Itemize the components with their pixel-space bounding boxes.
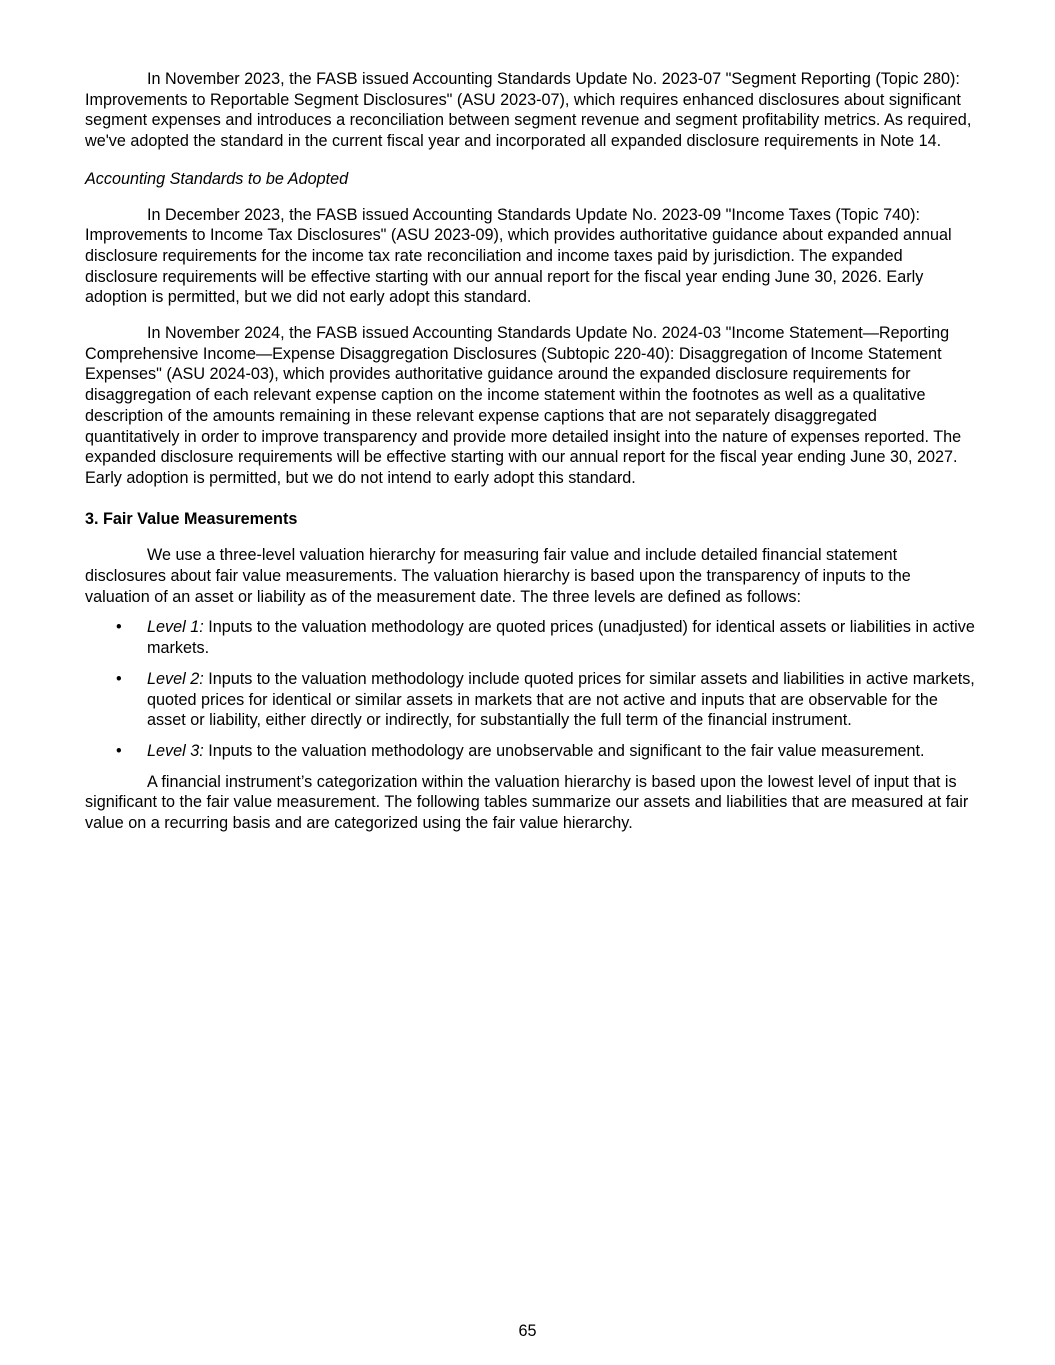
paragraph-categorization: A financial instrument’s categorization within the valuation hierarchy is based upon the lowest level of input that is significant to the fair value measurement. The following tables summarize our assets and liabilities that are measured at fair value on a recurring basis and are categorized using the fair value hierarchy. [85,772,969,833]
level-label: Level 3: [147,741,204,760]
subheading-standards-to-be-adopted: Accounting Standards to be Adopted [85,169,349,188]
bullet-icon: • [116,669,122,688]
page-number: 65 [518,1322,537,1340]
bullet-icon: • [116,741,122,760]
level-description: Inputs to the valuation methodology are quoted prices (unadjusted) for identical assets or liabilities in active markets. [147,618,975,658]
paragraph-valuation-hierarchy: We use a three-level valuation hierarchy for measuring fair value and include detailed financial statement disclosures about fair value measurements. The valuation hierarchy is based upon the transparency of inputs to the valuation of an asset or liability as of the measurement date. The three levels are defined as follows: [85,546,911,606]
level-label: Level 2: [147,669,204,688]
list-item-level-3 [85,741,975,762]
section-heading-fair-value: 3. Fair Value Measurements [85,509,298,528]
list-item-level-2 [85,669,975,731]
document-page [85,69,975,834]
paragraph-asu-2023-07: In November 2023, the FASB issued Accounting Standards Update No. 2023-07 "Segment Reporting (Topic 280): Improvements to Reportable Segment Disclosures" (ASU 2023-07), which requires enhanced disclosures about significant segment expenses and introduces a reconciliation between segment revenue and segment profitability metrics. As required, we've adopted the standard in the current fiscal year and incorporated all expanded disclosure requirements in Note 14. [85,70,972,151]
paragraph-asu-2023-09: In December 2023, the FASB issued Accounting Standards Update No. 2023-09 "Income Taxes (Topic 740): Improvements to Income Tax Disclosures" (ASU 2023-09), which provides authoritative guidance about expanded annual disclosure requirements for the income tax rate reconciliation and income taxes paid by jurisdiction. The expanded disclosure requirements will be effective starting with our annual report for the fiscal year ending June 30, 2026. Early adoption is permitted, but we did not early adopt this standard. [85,205,952,307]
level-description: Inputs to the valuation methodology include quoted prices for similar assets and liabilities in active markets, quoted prices for identical or similar assets in markets that are not active and inputs that are observable for the asset or liability, either directly or indirectly, for substantially the full term of the financial instrument. [147,669,975,730]
bullet-icon: • [116,618,122,637]
level-list [85,617,975,761]
paragraph-asu-2024-03: In November 2024, the FASB issued Accounting Standards Update No. 2024-03 "Income Statement—Reporting Comprehensive Income—Expense Disaggregation Disclosures (Subtopic 220-40): Disaggregation of Income Statement Expenses" (ASU 2024-03), which provides authoritative guidance around the expanded disclosure requirements for disaggregation of each relevant expense caption on the income statement within the footnotes as well as a qualitative description of the amounts remaining in these relevant expense captions that are not separately disaggregated quantitatively in order to improve transparency and provide more detailed insight into the nature of expenses reported. The expanded disclosure requirements will be effective starting with our annual report for the fiscal year ending June 30, 2027. Early adoption is permitted, but we do not intend to early adopt this standard. [85,324,962,487]
level-label: Level 1: [147,618,204,637]
list-item-level-1 [85,617,975,658]
level-description: Inputs to the valuation methodology are unobservable and significant to the fair value measurement. [203,741,925,760]
